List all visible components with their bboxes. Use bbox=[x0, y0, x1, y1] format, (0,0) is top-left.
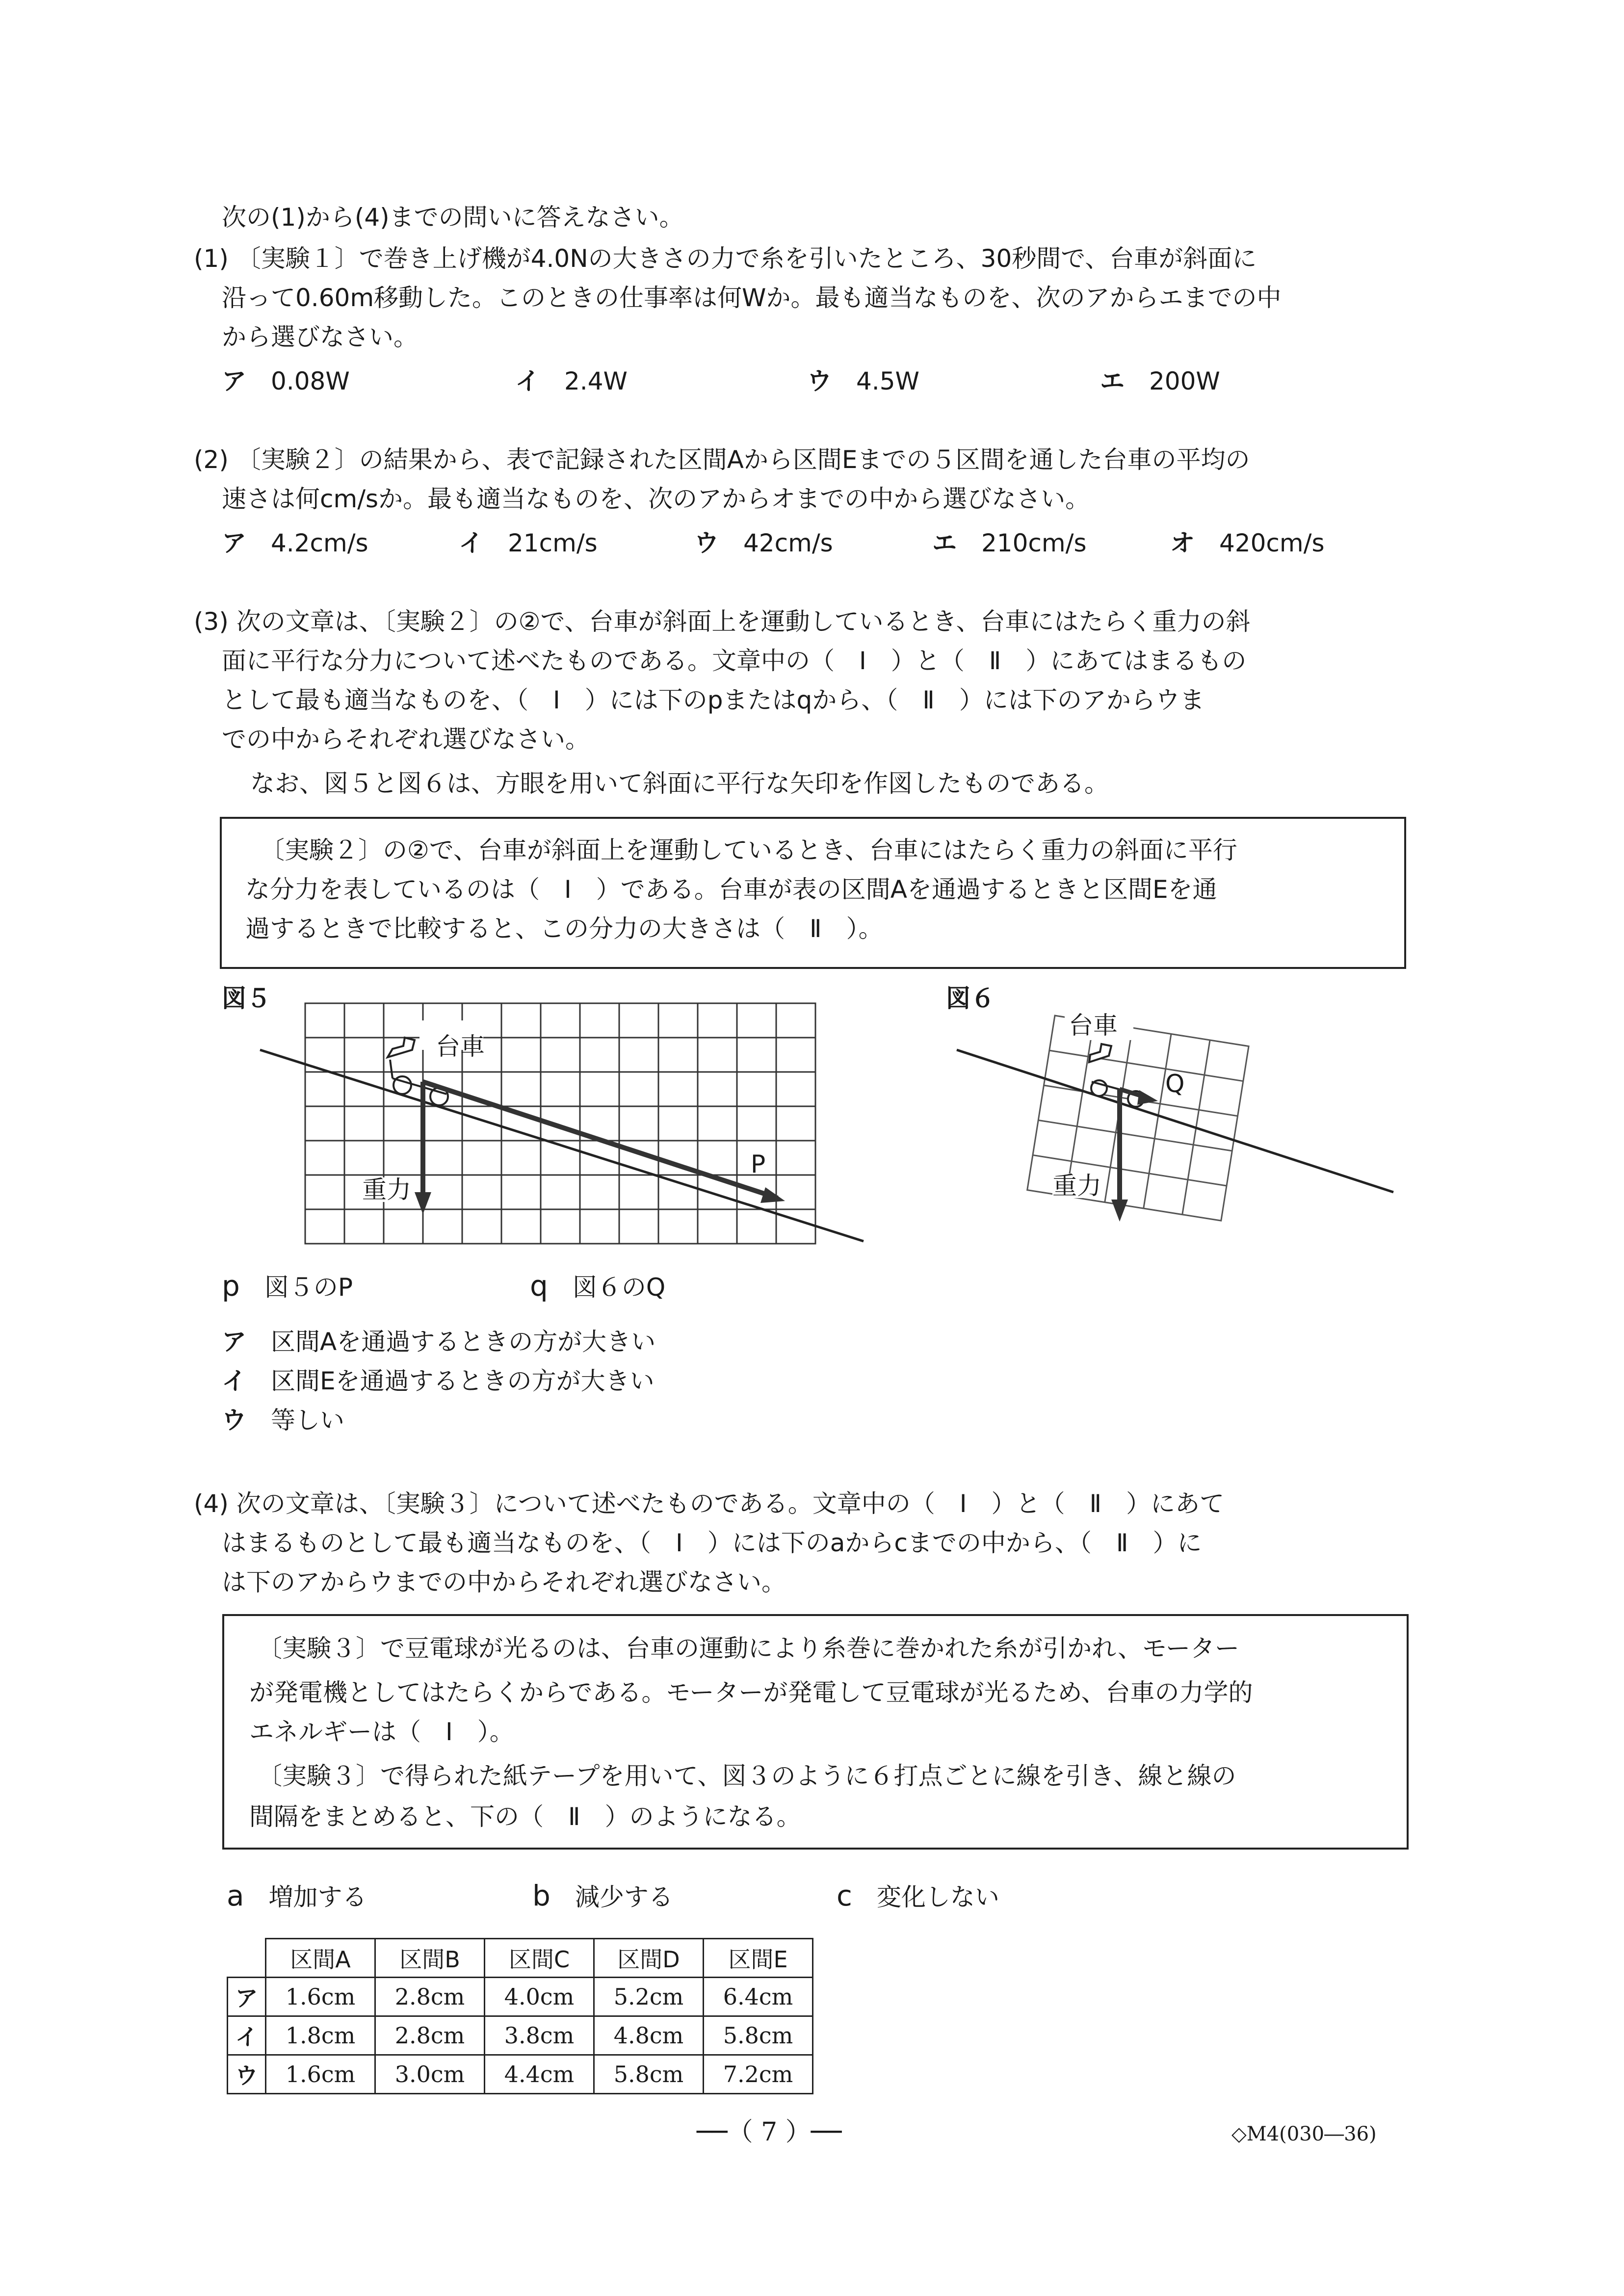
q3-line-3: として最も適当なものを、（ Ⅰ ）には下のpまたはqから、（ Ⅱ ）には下のアからウま bbox=[222, 686, 1205, 714]
row-mark: イ bbox=[228, 2016, 266, 2055]
q2-option-u: ウ 42cm/s bbox=[694, 529, 833, 557]
q2-line-1: (2) 〔実験２〕の結果から、表で記録された区間Aから区間Eまでの５区間を通した台車の平均の bbox=[194, 445, 1250, 474]
q1-line-3: から選びなさい。 bbox=[222, 323, 418, 351]
table-cell: 6.4cm bbox=[704, 1978, 813, 2016]
q4-box-line-3: エネルギーは（ Ⅰ ）。 bbox=[249, 1718, 514, 1746]
q2-option-o: オ 420cm/s bbox=[1170, 529, 1325, 557]
q1-line-1: (1) 〔実験１〕で巻き上げ機が4.0Nの大きさの力で糸を引いたところ、30秒間で、台車が斜面に bbox=[194, 244, 1257, 273]
q3-option-a: ア 区間Aを通過するときの方が大きい bbox=[222, 1328, 656, 1356]
q2-option-e: エ 210cm/s bbox=[932, 529, 1087, 557]
q3-line-1: (3) 次の文章は、〔実験２〕の②で、台車が斜面上を運動しているとき、台車にはたらく重力の斜 bbox=[194, 607, 1251, 636]
q1-line-2: 沿って0.60m移動した。このときの仕事率は何Wか。最も適当なものを、次のアからエまでの中 bbox=[222, 284, 1282, 312]
fig6-title: 図６ bbox=[946, 984, 995, 1013]
q3-line-2: 面に平行な分力について述べたものである。文章中の（ Ⅰ ）と（ Ⅱ ）にあてはまるもの bbox=[222, 647, 1247, 675]
fig5-diagram bbox=[245, 996, 883, 1271]
table-header: 区間E bbox=[704, 1939, 813, 1978]
table-cell: 1.6cm bbox=[266, 2055, 375, 2094]
page-number: ──（ 7 ）── bbox=[697, 2117, 842, 2147]
table-header-row bbox=[228, 1939, 813, 1978]
table-row bbox=[228, 2016, 813, 2055]
table-row bbox=[228, 1978, 813, 2016]
q4-answer-table bbox=[227, 1938, 813, 2094]
fig5-cart-label: 台車 bbox=[436, 1032, 485, 1061]
table-cell: 5.8cm bbox=[594, 2055, 704, 2094]
q4-line-1: (4) 次の文章は、〔実験３〕について述べたものである。文章中の（ Ⅰ ）と（ Ⅱ ）にあて bbox=[194, 1489, 1225, 1518]
q1-option-u: ウ 4.5W bbox=[807, 367, 919, 395]
table-cell: 1.6cm bbox=[266, 1978, 375, 2016]
q4-box-line-1: 〔実験３〕で豆電球が光るのは、台車の運動により糸巻に巻かれた糸が引かれ、モーター bbox=[258, 1634, 1239, 1663]
q2-line-2: 速さは何cm/sか。最も適当なものを、次のアからオまでの中から選びなさい。 bbox=[222, 485, 1090, 513]
q4-box-line-2: が発電機としてはたらくからである。モーターが発電して豆電球が光るため、台車の力学的 bbox=[249, 1678, 1253, 1707]
table-cell: 3.8cm bbox=[485, 2016, 594, 2055]
q3-choice-q: q 図６のQ bbox=[530, 1269, 666, 1303]
q3-choice-p: p 図５のP bbox=[222, 1269, 353, 1303]
q3-box-line-2: な分力を表しているのは（ Ⅰ ）である。台車が表の区間Aを通過するときと区間Eを通 bbox=[245, 875, 1217, 904]
table-header: 区間C bbox=[485, 1939, 594, 1978]
table-cell: 4.4cm bbox=[485, 2055, 594, 2094]
table-row bbox=[228, 2055, 813, 2094]
q3-option-u: ウ 等しい bbox=[222, 1406, 344, 1435]
q2-option-i: イ 21cm/s bbox=[459, 529, 598, 557]
q4-choice-a: a 増加する bbox=[227, 1879, 367, 1912]
q1-option-e: エ 200W bbox=[1100, 367, 1220, 395]
table-cell: 1.8cm bbox=[266, 2016, 375, 2055]
exam-code: ◇M4(030―36) bbox=[1231, 2123, 1377, 2145]
fig6-point-q: Q bbox=[1165, 1070, 1185, 1098]
table-header: 区間A bbox=[266, 1939, 375, 1978]
q4-choice-c: c 変化しない bbox=[837, 1879, 999, 1912]
fig5-point-p: P bbox=[751, 1150, 766, 1178]
q4-box-line-4: 〔実験３〕で得られた紙テープを用いて、図３のように６打点ごとに線を引き、線と線の bbox=[258, 1762, 1236, 1790]
table-header: 区間B bbox=[375, 1939, 485, 1978]
fig5-gravity-label: 重力 bbox=[362, 1175, 411, 1204]
q4-choice-b: b 減少する bbox=[532, 1879, 673, 1912]
q3-box-line-1: 〔実験２〕の②で、台車が斜面上を運動しているとき、台車にはたらく重力の斜面に平行 bbox=[260, 836, 1237, 864]
table-cell: 5.8cm bbox=[704, 2016, 813, 2055]
q1-option-i: イ 2.4W bbox=[515, 367, 628, 395]
fig6-gravity-label: 重力 bbox=[1052, 1172, 1101, 1200]
q4-line-3: は下のアからウまでの中からそれぞれ選びなさい。 bbox=[222, 1568, 786, 1596]
row-mark: ウ bbox=[228, 2055, 266, 2094]
q1-option-a: ア 0.08W bbox=[222, 367, 350, 395]
table-cell: 3.0cm bbox=[375, 2055, 485, 2094]
q3-option-i: イ 区間Eを通過するときの方が大きい bbox=[222, 1367, 655, 1395]
table-cell: 7.2cm bbox=[704, 2055, 813, 2094]
row-mark: ア bbox=[228, 1978, 266, 2016]
fig6-cart-label: 台車 bbox=[1069, 1011, 1118, 1040]
table-cell: 2.8cm bbox=[375, 1978, 485, 2016]
table-header: 区間D bbox=[594, 1939, 704, 1978]
fig6-diagram bbox=[942, 1001, 1408, 1246]
table-cell: 2.8cm bbox=[375, 2016, 485, 2055]
intro-text: 次の(1)から(4)までの問いに答えなさい。 bbox=[222, 203, 684, 232]
fig5-title: 図５ bbox=[222, 984, 271, 1013]
q4-box-line-5: 間隔をまとめると、下の（ Ⅱ ）のようになる。 bbox=[249, 1802, 801, 1831]
q3-line-5: なお、図５と図６は、方眼を用いて斜面に平行な矢印を作図したものである。 bbox=[250, 769, 1109, 798]
table-cell: 4.0cm bbox=[485, 1978, 594, 2016]
q2-option-a: ア 4.2cm/s bbox=[222, 529, 368, 557]
table-cell: 5.2cm bbox=[594, 1978, 704, 2016]
q4-line-2: はまるものとして最も適当なものを、（ Ⅰ ）には下のaからcまでの中から、（ Ⅱ ）に bbox=[222, 1529, 1202, 1557]
table-cell: 4.8cm bbox=[594, 2016, 704, 2055]
table-corner bbox=[228, 1939, 266, 1978]
q3-line-4: での中からそれぞれ選びなさい。 bbox=[222, 725, 590, 754]
q3-box-line-3: 過するときで比較すると、この分力の大きさは（ Ⅱ ）。 bbox=[245, 914, 883, 943]
